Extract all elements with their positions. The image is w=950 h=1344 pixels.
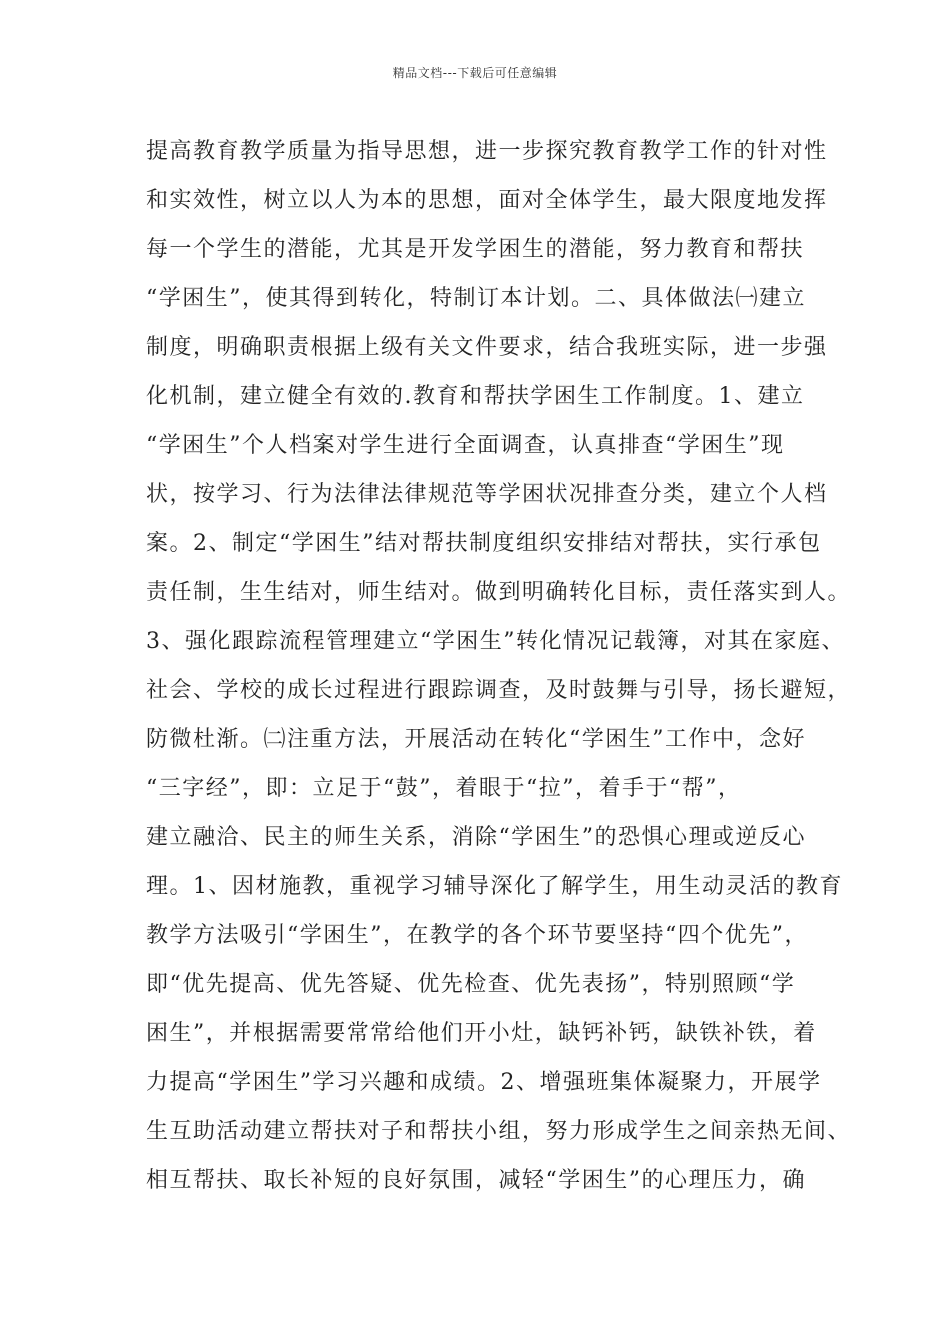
text-line: “学困生”，使其得到转化，特制订本计划。二、具体做法㈠建立 (146, 286, 806, 311)
page-header: 精品文档---下载后可任意编辑 (392, 66, 558, 80)
text-line: 和实效性，树立以人为本的思想，面对全体学生，最大限度地发挥 (146, 188, 828, 213)
text-line: 社会、学校的成长过程进行跟踪调查，及时鼓舞与引导，扬长避短， (146, 678, 852, 703)
text-line: 每一个学生的潜能，尤其是开发学困生的潜能，努力教育和帮扶 (146, 237, 805, 262)
body-text (146, 133, 852, 1211)
text-line: 教学方法吸引“学困生”，在教学的各个环节要坚持“四个优先”， (146, 923, 808, 948)
text-line: 提高教育教学质量为指导思想，进一步探究教育教学工作的针对性 (146, 139, 828, 164)
text-line: 困生”，并根据需要常常给他们开小灶，缺钙补钙，缺铁补铁，着 (146, 1021, 817, 1046)
text-line: 制度，明确职责根据上级有关文件要求，结合我班实际，进一步强 (146, 335, 828, 360)
text-line: 生互助活动建立帮扶对子和帮扶小组，努力形成学生之间亲热无间、 (146, 1119, 852, 1144)
text-line: 相互帮扶、取长补短的良好氛围，减轻“学困生”的心理压力，确 (146, 1168, 806, 1193)
text-line: 3、强化跟踪流程管理建立“学困生”转化情况记载簿，对其在家庭、 (146, 629, 845, 654)
text-line: 案。2、制定“学困生”结对帮扶制度组织安排结对帮扶，实行承包 (146, 531, 822, 556)
text-line: 防微杜渐。㈡注重方法，开展活动在转化“学困生”工作中，念好 (146, 727, 806, 752)
text-line: 力提高“学困生”学习兴趣和成绩。2、增强班集体凝聚力，开展学 (146, 1070, 822, 1095)
text-line: 即“优先提高、优先答疑、优先检查、优先表扬”，特别照顾“学 (146, 972, 796, 997)
text-line: “学困生”个人档案对学生进行全面调查，认真排查“学困生”现 (146, 433, 785, 458)
text-line: 责任制，生生结对，师生结对。做到明确转化目标，责任落实到人。 (146, 580, 852, 605)
text-line: 化机制，建立健全有效的.教育和帮扶学困生工作制度。1、建立 (146, 384, 805, 409)
text-line: 理。1、因材施教，重视学习辅导深化了解学生，用生动灵活的教育 (146, 874, 843, 899)
text-line: “三字经”，即：立足于“鼓”，着眼于“拉”，着手于“帮”， (146, 776, 742, 801)
text-line: 建立融洽、民主的师生关系，消除“学困生”的恐惧心理或逆反心 (146, 825, 806, 850)
text-line: 状，按学习、行为法律法律规范等学困状况排查分类，建立个人档 (146, 482, 828, 507)
